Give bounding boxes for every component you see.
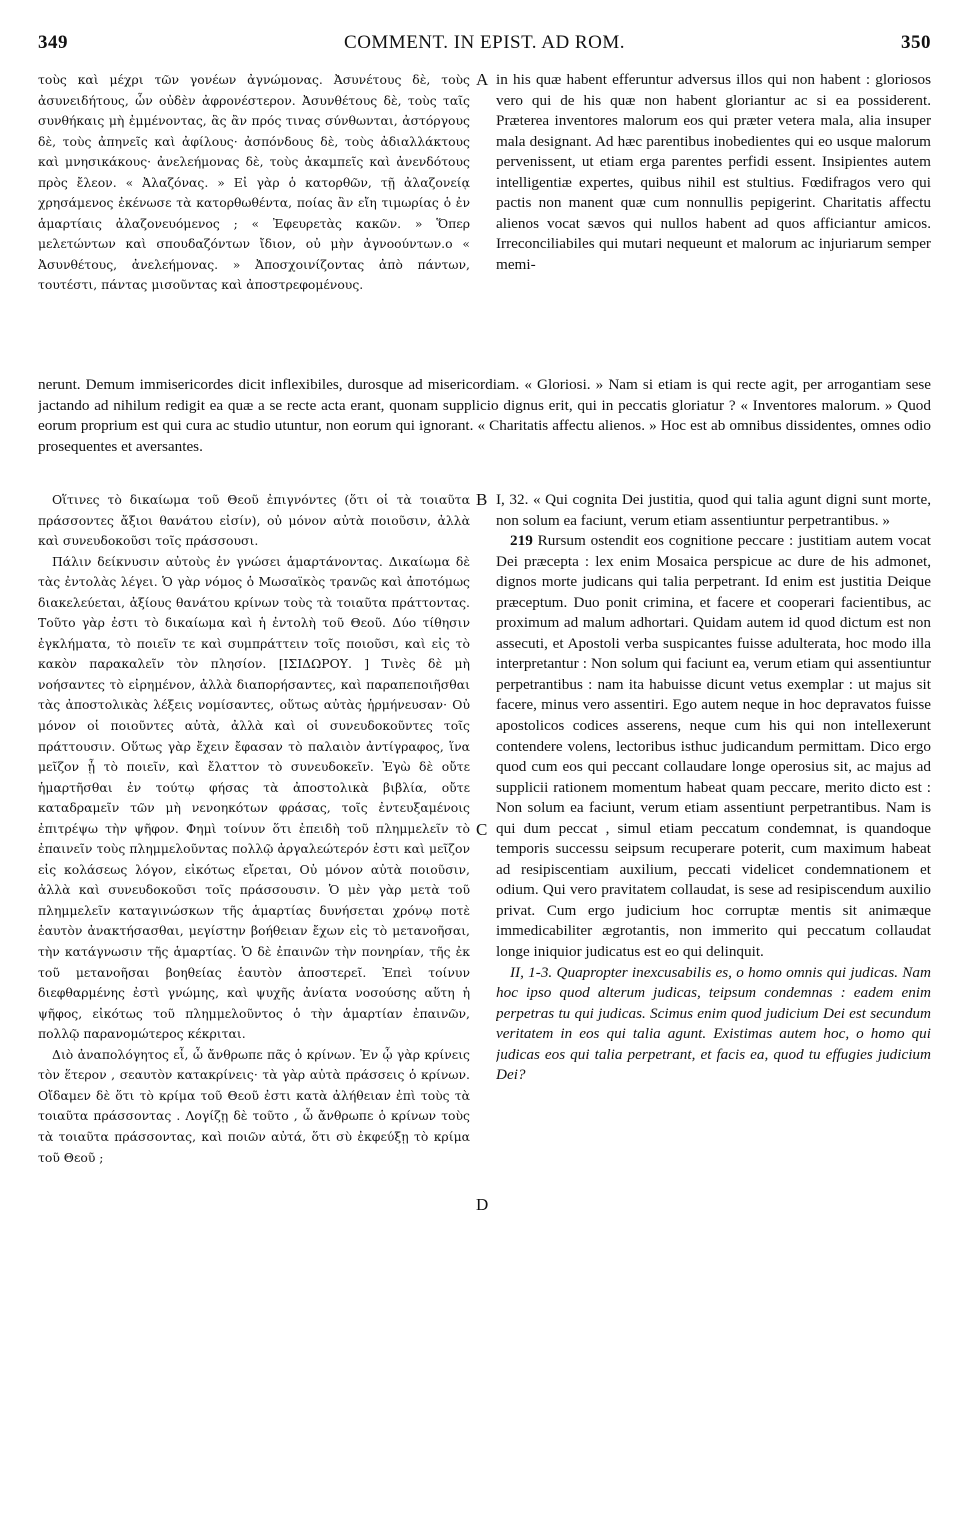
- page-number-left: 349: [38, 32, 68, 53]
- page-header: [38, 30, 931, 60]
- running-title: COMMENT. IN EPIST. AD ROM.: [344, 32, 625, 53]
- latin-commentary: Rursum ostendit eos cognitione peccare : justitiam autem vocat Dei præcepta : lex enim Mosaica perspicue ac dure de his admonet, dignos morte judicans qui talia perpetrant. Id enim est justitia Deique præceptum. Duo ponit crimina, et facere et cooperari facientibus, ac proximum ad malum adhortari. Quidam autem id quod dictum est non assecuti, et Apostoli verba suspicantes fuisse adulterata, hoc modo illa interpretantur : Non solum qui faciunt ea, verum etiam qui assentiuntur perpetrantibus : nam ita habuisse dicunt vetus exemplar : ut majus sit facere, minus vero assentiri. Ego autem neque in hoc depravatos fuisse apostolicos codices asserens, neque cum his qui non intellexerunt contendere volens, lectoribus isthuc judicandum permittam. Dico ergo quod cum eos qui peccant collaudare longe operosius sit, ac majus ad supplicii rationem momentum habeat quam peccare, merito dicto est : Non solum ea faciunt, verum etiam assentiunt perpetrantibus. Nam is qui dum peccat , simul etiam peccatum condemnat, is quandoque temporis successu seipsum recuperare poterit, cum maximum habeat ad resipiscentiam auxilium, peccati videlicet condemnationem et odium. Qui vero pravitatem collaudat, is sese ad resipiscendum auxilio privat. Cum ergo judicium hoc corruptæ mentis sit animæque immedicabiliter ægrotantis, non immerito qui peccatum collaudat longe iniquior judicatus est eo qui delinquit.: [496, 532, 931, 961]
- latin-full-width: [38, 375, 931, 500]
- greek-lemma: Οἵτινες τὸ δικαίωμα τοῦ Θεοῦ ἐπιγνόντες (ὅτι οἱ τὰ τοιαῦτα πράσσοντες ἄξιοι θανάτου εἰσίν), οὐ μόνον αὐτὰ ποιοῦσιν, ἀλλὰ καὶ συνευδοκοῦσι τοῖς πράσσουσι.: [38, 492, 470, 549]
- greek-column-top: [38, 70, 470, 363]
- greek-paragraph: τοὺς καὶ μέχρι τῶν γονέων ἀγνώμονας. Ἀσυνέτους δὲ, τοὺς ἀσυνειδήτους, ὧν οὐδὲν ἀφρονέστερον. Ἀσυνθέτους δὲ, τοὺς ταῖς συνθήκαις μὴ ἐμμένοντας, ἃς ἂν πρός τινας σύνθωνται, ἀστόργους δὲ, τοὺς ἀπηνεῖς καὶ ἀφίλους· ἀσπόνδους δὲ, τοὺς ἀδιαλλάκτους καὶ μνησικάκους· ἀνελεήμονας δὲ, τοὺς ἀκαμπεῖς καὶ ἀνενδότους πρὸς ἔλεον. « Ἀλαζόνας. » Εἰ γὰρ ὁ κατορθῶν, τῇ ἀλαζονείᾳ χρησάμενος ἐκένωσε τὰ κατορθωθέντα, ποίας ἂν εἴη τιμωρίας ὁ ἐν ἁμαρτίαις ἀλαζονευόμενος ; « Ἐφευρετὰς κακῶν. » Ὅπερ μελετώντων καὶ σπουδαζόντων ἴδιον, οὐ μὴν ἀγνοούντων.ο « Ἀσυνθέτους, ἀνελεήμονας. » Ἀποσχοινίζοντας ἀπὸ πάντων, τουτέστι, πάντας μισοῦντας καὶ ἀποστρεφομένους.: [38, 72, 470, 293]
- latin-full-paragraph: nerunt. Demum immisericordes dicit inflexibiles, durosque ad misericordiam. « Gloriosi. » Nam si etiam is qui recte agit, per arrogantiam sese jactando ad nihilum redigit ea quæ a se recte acta erant, quonam supplicio dignus erit, qui in peccatis gloriatur ? « Inventores malorum. » Quod eorum proprium est qui cura ac studio utuntur, non eorum qui ignorant. « Charitatis affectu alienos. » Hoc est ab omnibus dissidentes, omnes odio prosequentes et aversantes.: [38, 376, 931, 455]
- document-page: [38, 30, 931, 1510]
- margin-letter-c: C: [476, 820, 488, 839]
- greek-next-lemma: Διὸ ἀναπολόγητος εἶ, ὦ ἄνθρωπε πᾶς ὁ κρίνων. Ἐν ᾧ γὰρ κρίνεις τὸν ἕτερον , σεαυτὸν κατακρίνεις· τὰ γὰρ αὐτὰ πράσσεις ὁ κρίνων. Οἴδαμεν δὲ ὅτι τὸ κρίμα τοῦ Θεοῦ ἐστι κατὰ ἀλήθειαν ἐπὶ τοὺς τὰ τοιαῦτα πράσσοντας . Λογίζῃ δὲ τοῦτο , ὦ ἄνθρωπε ὁ κρίνων τοὺς τὰ τοιαῦτα πράσσοντας, καὶ ποιῶν αὐτά, ὅτι σὺ ἐκφεύξῃ τὸ κρίμα τοῦ Θεοῦ ;: [38, 1046, 470, 1165]
- latin-lemma: I, 32. « Qui cognita Dei justitia, quod qui talia agunt digni sunt morte, non solum ea faciunt, verum etiam assentiuntur perpetrantibus. »: [496, 491, 931, 529]
- column-number: 219: [510, 532, 533, 550]
- latin-paragraph: in his quæ habent efferuntur adversus illos qui non habent : gloriosos vero qui de his quæ non habent gloriantur ac si ea possiderent. Præterea inventores malorum eos qui præter vetera mala, alia insuper mala designant. Ad hæc parentibus inobedientes qui eo usque malorum pervenissent, ut etiam erga parentes perfidi essent. Insipientes autem intelligentiæ expertes, quibus nihil est stultius. Fœdifragos vero qui pactis non manent quæ cum nonnullis pepigerint. Charitatis affectu alienos vocat sævos qui nullos habent ad quos afficiantur amicos. Irreconciliabiles qui mutari nequeunt et malorum ac injuriarum semper memi-: [496, 71, 931, 273]
- latin-column-bottom: [496, 490, 931, 1495]
- greek-commentary: Πάλιν δείκνυσιν αὐτοὺς ἐν γνώσει ἁμαρτάνοντας. Δικαίωμα δὲ τὰς ἐντολὰς λέγει. Ὁ γὰρ νόμος ὁ Μωσαϊκὸς τρανῶς καὶ ἀποτόμως διακελεύεται, ἀξίους θανάτου κρίνων τοὺς τὰ τοιαῦτα πράττοντας. Τοῦτο γὰρ ἐστι τὸ δικαίωμα καὶ ἡ ἐντολὴ τοῦ Θεοῦ. Δύο τίθησιν ἐγκλήματα, τὸ ποιεῖν τε καὶ συμπράττειν τοῖς ποιοῦσι, καὶ εἰς τὸ κακὸν παρακαλεῖν τὸν πλησίον. [ΙΣΙΔΩΡΟΥ. ] Τινὲς δὲ μὴ νοήσαντες τὸ εἰρημένον, ἀλλὰ διαπορήσαντες, καὶ παραπεποιῆσθαι τὰς ἀποστολικὰς λέξεις νομίσαντες, οὕτως αὐτὰς ἡρμήνευσαν· Οὐ μόνον οἱ ποιοῦντες αὐτὰ, ἀλλὰ καὶ οἱ συνευδοκοῦντες τοῖς πράττουσιν. Οὕτως γὰρ ἔχειν ἔφασαν τὸ παλαιὸν ἀντίγραφος, ἵνα μεῖζον ᾖ τὸ ποιεῖν, καὶ ἔλαττον τὸ συνευδοκεῖν. Ἐγὼ δὲ οὔτε ἡμαρτῆσθαι ἐν τούτῳ φήσας τὰ ἀποστολικὰ βιβλία, οὔτε καταδραμεῖν τῶν μὴ νενοηκότων φράσας, τοῖς ἐντευξαμένοις ἐπιτρέψω τὴν ψῆφον. Φημὶ τοίνυν ὅτι ἐπειδὴ τοῦ πλημμελεῖν τὸ ἐπαινεῖν τοὺς πλημμελοῦντας πολλῷ ἀργαλεώτερόν ἐστι καὶ μεῖζον εἰς κολάσεως λόγον, εἰκότως εἴρεται, Οὐ μόνον αὐτὰ ποιοῦσιν, ἀλλὰ καὶ συνευδοκοῦσι τοῖς πράσσουσιν. Ὁ μὲν γὰρ μετὰ τοῦ πλημμελεῖν καταγινώσκων τῆς ἁμαρτίας δυνήσεται χρόνῳ ποτὲ ἑαυτὸν ἀνακτήσασθαι, μεγίστην βοήθειαν ἔχων εἰς τὸ μετανοῆσαι, τὴν κατάγνωσιν τῆς ἁμαρτίας. Ὁ δὲ ἐπαινῶν τὴν πονηρίαν, τῆς ἐκ τοῦ μετανοῆσαι βοηθείας ἑαυτὸν ἀποστερεῖ. Ἐπεὶ τοίνυν διεφθαρμένης ἐστὶ γνώμης, καὶ ψυχῆς ἀνίατα νοσούσης αὕτη ἡ ψῆφος, εἰκότως τοῦ πλημμελοῦντος ὁ τὴν ἁμαρτίαν ἐπαινῶν, πολλῷ παρανομώτερος κέκριται.: [38, 553, 470, 1042]
- greek-column-bottom: [38, 490, 470, 1495]
- page-number-right: 350: [901, 32, 931, 53]
- margin-letter-a: A: [476, 70, 489, 89]
- margin-letter-b: B: [476, 490, 488, 509]
- margin-letter-d: D: [476, 1195, 489, 1214]
- latin-column-top: [496, 70, 931, 401]
- latin-next-lemma: II, 1-3. Quapropter inexcusabilis es, o homo omnis qui judicas. Nam hoc ipso quod alterum judicas, teipsum condemnas : eadem enim perpetras tu qui judicas. Scimus enim quod judicium Dei est secundum veritatem in eos qui talia agunt. Existimas autem hoc, o homo qui judicas eos qui talia perpetrant, et facis ea, quod tu effugies judicium Dei?: [496, 963, 931, 1084]
